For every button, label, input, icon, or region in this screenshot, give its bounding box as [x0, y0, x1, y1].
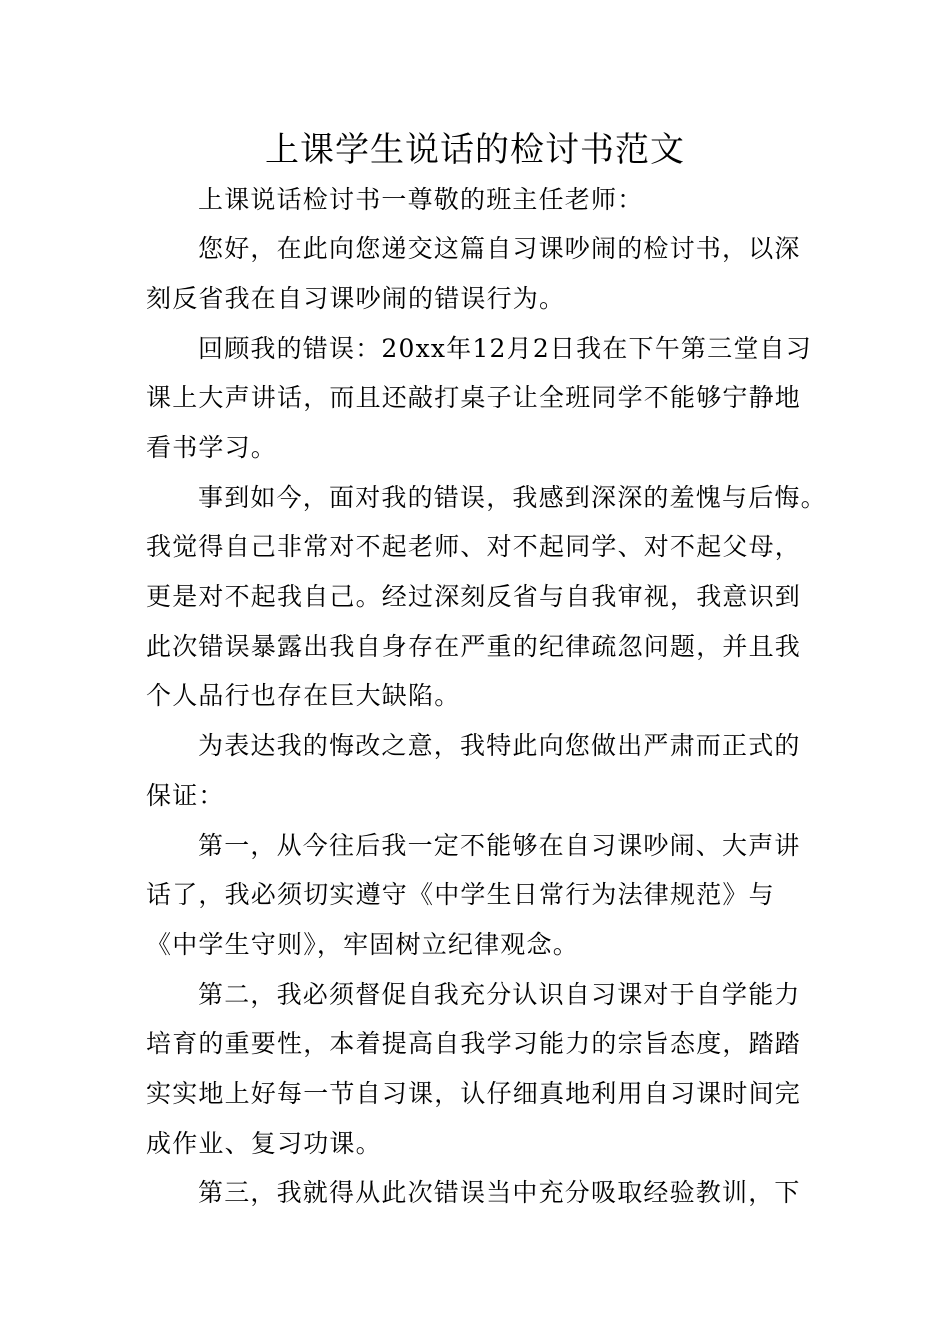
body-line: 回顾我的错误：20xx年12月2日我在下午第三堂自习 [198, 334, 812, 363]
body-line: 更是对不起我自己。经过深刻反省与自我审视，我意识到 [146, 582, 802, 611]
body-line: 《中学生守则》，牢固树立纪律观念。 [146, 930, 579, 959]
body-line: 第三，我就得从此次错误当中充分吸取经验教训，下 [198, 1178, 801, 1207]
body-line: 为表达我的悔改之意，我特此向您做出严肃而正式的 [198, 731, 801, 760]
body-line: 刻反省我在自习课吵闹的错误行为。 [146, 284, 566, 313]
body-line: 实实地上好每一节自习课，认仔细真地利用自习课时间完 [146, 1079, 802, 1108]
body-line: 第二，我必须督促自我充分认识自习课对于自学能力 [198, 980, 801, 1009]
body-line: 成作业、复习功课。 [146, 1129, 382, 1158]
body-line: 上课说话检讨书一尊敬的班主任老师： [198, 185, 644, 214]
body-line: 事到如今，面对我的错误，我感到深深的羞愧与后悔。 [198, 483, 827, 512]
body-line: 课上大声讲话，而且还敲打桌子让全班同学不能够宁静地 [146, 383, 802, 412]
body-line: 培育的重要性，本着提高自我学习能力的宗旨态度，踏踏 [146, 1029, 802, 1058]
body-line: 您好，在此向您递交这篇自习课吵闹的检讨书，以深 [198, 234, 801, 263]
body-line: 保证： [146, 781, 225, 810]
body-line: 个人品行也存在巨大缺陷。 [146, 681, 461, 710]
body-line: 话了，我必须切实遵守《中学生日常行为法律规范》与 [146, 880, 775, 909]
body-line: 看书学习。 [146, 433, 278, 462]
document-title: 上课学生说话的检讨书范文 [265, 130, 685, 170]
body-line: 此次错误暴露出我自身存在严重的纪律疏忽问题，并且我 [146, 632, 802, 661]
body-line: 我觉得自己非常对不起老师、对不起同学、对不起父母， [146, 532, 802, 561]
body-line: 第一，从今往后我一定不能够在自习课吵闹、大声讲 [198, 831, 801, 860]
